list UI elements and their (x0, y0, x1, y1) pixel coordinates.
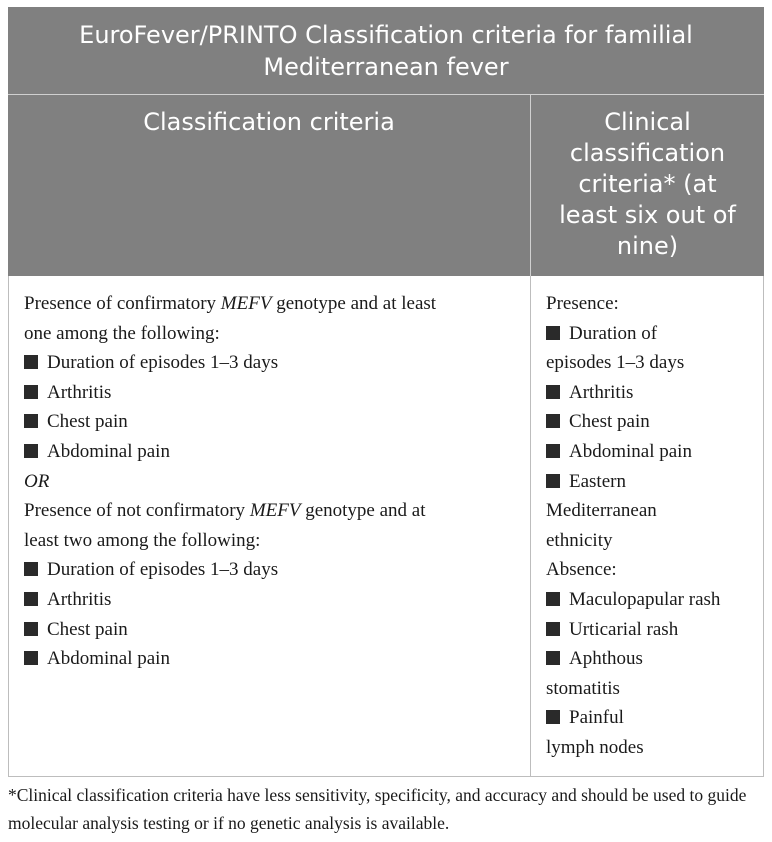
square-bullet-icon (546, 444, 560, 458)
header-row (8, 95, 764, 276)
square-bullet-icon (24, 385, 38, 399)
table-footnote: *Clinical classification criteria have less sensitivity, specificity, and accuracy and should be used to guide molecular analysis testing or if no genetic analysis is available. (8, 785, 747, 833)
square-bullet-icon (24, 562, 38, 576)
paragraph-2-line-2: least two among the following: (24, 529, 261, 551)
body-row (8, 276, 764, 777)
square-bullet-icon (546, 592, 560, 606)
square-bullet-icon (24, 355, 38, 369)
list-item: Duration of episodes 1–3 days (24, 555, 520, 585)
or-separator: OR (24, 470, 50, 492)
square-bullet-icon (546, 414, 560, 428)
square-bullet-icon (24, 414, 38, 428)
square-bullet-icon (546, 622, 560, 636)
list-item: Painful (546, 703, 757, 733)
square-bullet-icon (24, 444, 38, 458)
square-bullet-icon (546, 326, 560, 340)
list-item: Chest pain (24, 615, 520, 645)
header-clinical-criteria: Clinical classification criteria* (at least six out of nine) (559, 108, 736, 260)
list-item: Abdominal pain (546, 437, 757, 467)
list-item: Duration of episodes 1–3 days (24, 348, 520, 378)
square-bullet-icon (546, 385, 560, 399)
clinical-criteria-cell (531, 276, 763, 776)
square-bullet-icon (24, 622, 38, 636)
presence-label: Presence: (546, 293, 619, 314)
list-item: Abdominal pain (24, 644, 520, 674)
classification-criteria-cell (9, 276, 531, 776)
criteria-table (8, 7, 764, 777)
list-item: Eastern (546, 467, 757, 497)
square-bullet-icon (546, 710, 560, 724)
list-item: Arthritis (24, 585, 520, 615)
square-bullet-icon (24, 651, 38, 665)
list-item-continuation: stomatitis (546, 677, 620, 699)
gene-name: MEFV (249, 500, 301, 522)
header-classification-criteria: Classification criteria (8, 95, 531, 276)
square-bullet-icon (546, 474, 560, 488)
paragraph-1-line-1: Presence of confirmatory MEFV genotype and at least (24, 293, 437, 314)
list-item: Abdominal pain (24, 437, 520, 467)
list-item: Chest pain (24, 407, 520, 437)
square-bullet-icon (546, 651, 560, 665)
square-bullet-icon (24, 592, 38, 606)
table-title: EuroFever/PRINTO Classification criteria for familial Mediterranean fever (8, 7, 764, 95)
list-item: Urticarial rash (546, 615, 757, 645)
list-item: Arthritis (546, 378, 757, 408)
list-item: Arthritis (24, 378, 520, 408)
list-item-continuation: episodes 1–3 days (546, 352, 685, 374)
list-item-continuation: lymph nodes (546, 736, 644, 758)
absence-label: Absence: (546, 559, 617, 581)
list-item: Maculopapular rash (546, 585, 757, 615)
list-item-continuation: Mediterranean (546, 500, 657, 522)
paragraph-2-line-1: Presence of not confirmatory MEFV genotype and at (24, 500, 426, 522)
list-item-continuation: ethnicity (546, 529, 613, 551)
list-item: Chest pain (546, 407, 757, 437)
gene-name: MEFV (220, 293, 272, 314)
list-item: Duration of (546, 319, 757, 349)
list-item: Aphthous (546, 644, 757, 674)
paragraph-1-line-2: one among the following: (24, 322, 220, 344)
